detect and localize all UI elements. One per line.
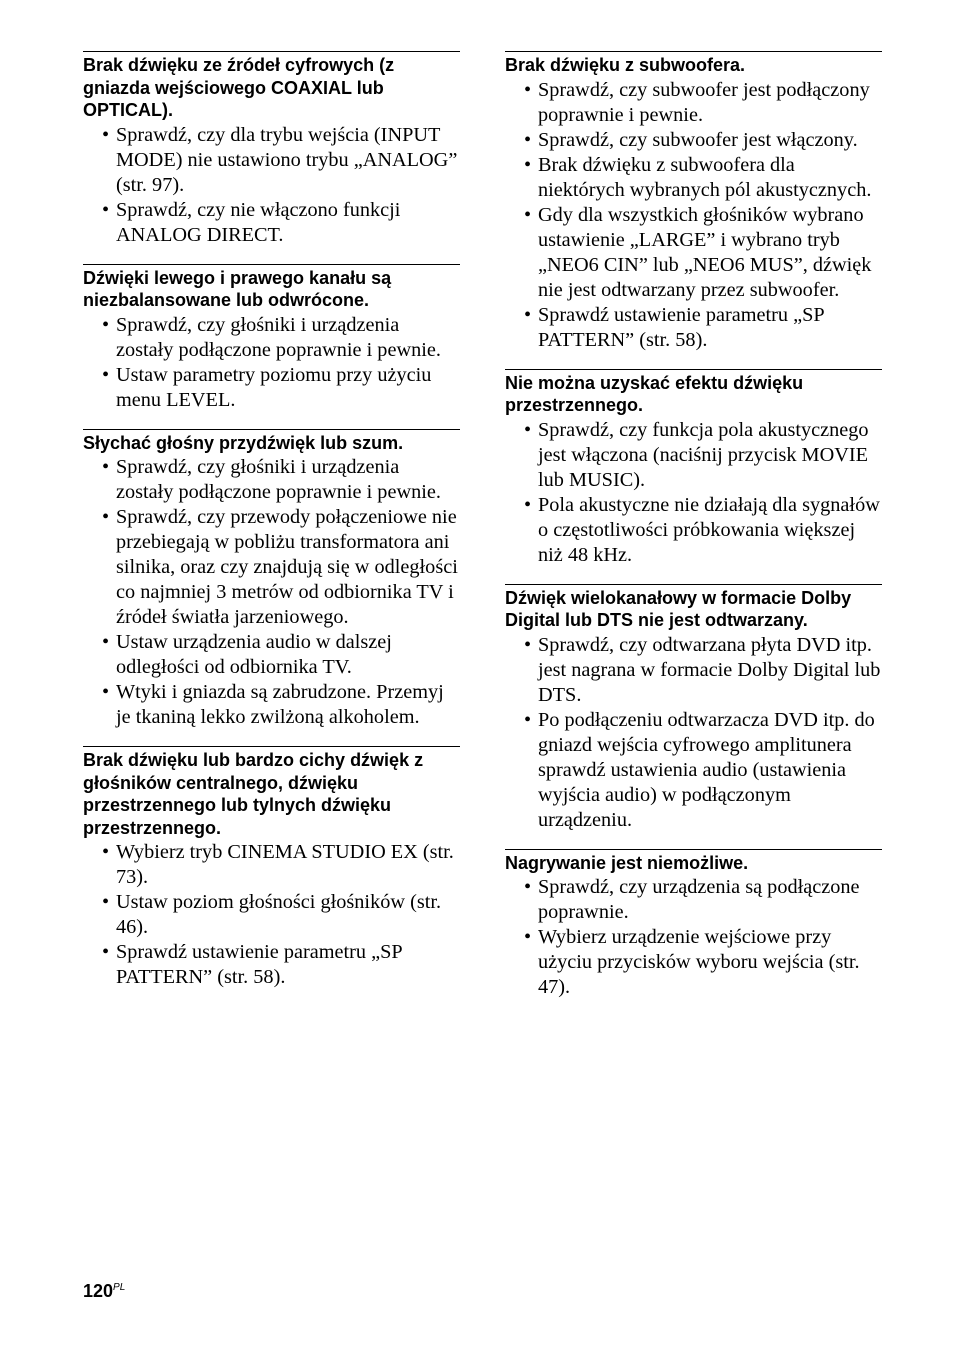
bullet-icon: • (524, 633, 532, 656)
bullet-icon: • (524, 78, 532, 101)
list-item: • Wybierz urządzenie wejściowe przy użyciu przycisków wyboru wejścia (str. 47). (524, 926, 860, 998)
bullet-list (505, 418, 882, 568)
section-channel-balance (83, 264, 460, 413)
list-item: • Pola akustyczne nie działają dla sygnałów o częstotliwości próbkowania większej niż 48 kHz. (524, 493, 880, 566)
section-heading: Brak dźwięku ze źródeł cyfrowych (z gniazda wejściowego COAXIAL lub OPTICAL). (83, 55, 395, 120)
bullet-list (83, 840, 460, 990)
bullet-icon: • (524, 418, 532, 441)
section-hum-noise (83, 429, 460, 731)
bullet-icon: • (102, 631, 110, 653)
list-item: • Sprawdź, czy subwoofer jest włączony. (524, 128, 858, 151)
list-item: • Wybierz tryb CINEMA STUDIO EX (str. 73). (102, 841, 454, 888)
list-item: • Sprawdź, czy funkcja pola akustycznego jest włączona (naciśnij przycisk MOVIE lub MUSIC). (524, 418, 869, 491)
right-column (505, 51, 882, 1016)
bullet-icon: • (524, 128, 532, 151)
list-item: • Sprawdź, czy nie włączono funkcji ANALOG DIRECT. (102, 198, 401, 246)
bullet-icon: • (524, 708, 532, 731)
bullet-list (83, 455, 460, 730)
bullet-list (505, 633, 882, 833)
section-heading: Nie można uzyskać efektu dźwięku przestrzennego. (505, 372, 804, 415)
section-heading: Słychać głośny przydźwięk lub szum. (83, 432, 404, 453)
section-no-subwoofer-sound (505, 51, 882, 353)
left-column (83, 51, 460, 1006)
list-item: • Sprawdź, czy głośniki i urządzenia zostały podłączone poprawnie i pewnie. (102, 456, 441, 503)
bullet-icon: • (524, 303, 532, 326)
bullet-icon: • (102, 891, 110, 913)
section-no-surround-sound (83, 746, 460, 990)
section-recording-impossible (505, 849, 882, 1001)
bullet-icon: • (102, 456, 110, 478)
list-item: • Wtyki i gniazda są zabrudzone. Przemyj je tkaniną lekko zwilżoną alkoholem. (102, 681, 444, 728)
section-heading: Brak dźwięku z subwoofera. (505, 55, 746, 75)
bullet-icon: • (102, 941, 110, 963)
page-number: $120^{PL}$ (83, 1281, 126, 1301)
bullet-icon: • (102, 506, 110, 528)
bullet-icon: • (524, 876, 532, 898)
list-item: • Sprawdź, czy subwoofer jest podłączony poprawnie i pewnie. (524, 78, 870, 126)
bullet-list (505, 78, 882, 353)
bullet-icon: • (524, 153, 532, 176)
bullet-icon: • (524, 203, 532, 226)
list-item: • Ustaw urządzenia audio w dalszej odległości od odbiornika TV. (102, 631, 392, 678)
bullet-icon: • (102, 198, 110, 221)
bullet-list (505, 875, 882, 1000)
list-item: • Sprawdź, czy dla trybu wejścia (INPUT MODE) nie ustawiono trybu „ANALOG” (str. 97). (102, 123, 458, 196)
bullet-icon: • (102, 363, 110, 386)
list-item: • Brak dźwięku z subwoofera dla niektórych wybranych pól akustycznych. (524, 153, 872, 201)
section-heading: Dźwięk wielokanałowy w formacie Dolby Digital lub DTS nie jest odtwarzany. (505, 587, 852, 630)
list-item: • Po podłączeniu odtwarzacza DVD itp. do gniazd wejścia cyfrowego amplitunera sprawdź ustawienia audio (ustawienia wyjścia audio) w podłączonym urządzeniu. (524, 708, 875, 831)
list-item: • Gdy dla wszystkich głośników wybrano ustawienie „LARGE” i wybrano tryb „NEO6 CIN” lub „NEO6 MUS”, dźwięk nie jest odtwarzany przez subwoofer. (524, 203, 872, 301)
bullet-icon: • (102, 841, 110, 863)
list-item: • Sprawdź, czy głośniki i urządzenia zostały podłączone poprawnie i pewnie. (102, 313, 441, 361)
list-item: • Ustaw poziom głośności głośników (str. 46). (102, 891, 442, 938)
bullet-icon: • (524, 493, 532, 516)
section-heading: Dźwięki lewego i prawego kanału są niezbalansowane lub odwrócone. (83, 267, 392, 310)
section-heading: Nagrywanie jest niemożliwe. (505, 852, 749, 873)
section-no-surround-effect (505, 369, 882, 568)
list-item: • Sprawdź, czy przewody połączeniowe nie przebiegają w pobliżu transformatora ani silnika, oraz czy znajdują się w odległości co najmniej 3 metrów od odbiornika TV i źródeł światła jarzeniowego. (102, 506, 458, 628)
list-item: • Sprawdź ustawienie parametru „SP PATTERN” (str. 58). (524, 303, 824, 351)
bullet-icon: • (102, 681, 110, 703)
bullet-icon: • (102, 313, 110, 336)
page-language-suffix: PL (113, 1282, 126, 1293)
section-heading: Brak dźwięku lub bardzo cichy dźwięk z głośników centralnego, dźwięku przestrzennego lub tylnych dźwięku przestrzennego. (83, 750, 424, 838)
list-item: • Sprawdź, czy urządzenia są podłączone poprawnie. (524, 876, 860, 923)
bullet-icon: • (524, 926, 532, 948)
section-no-digital-sound (83, 51, 460, 248)
list-item: • Sprawdź ustawienie parametru „SP PATTERN” (str. 58). (102, 941, 402, 988)
list-item: • Sprawdź, czy odtwarzana płyta DVD itp. jest nagrana w formacie Dolby Digital lub DTS. (524, 633, 881, 706)
section-multichannel-not-played (505, 584, 882, 833)
bullet-list (83, 123, 460, 248)
bullet-icon: • (102, 123, 110, 146)
list-item: • Ustaw parametry poziomu przy użyciu menu LEVEL. (102, 363, 432, 411)
bullet-list (83, 313, 460, 413)
